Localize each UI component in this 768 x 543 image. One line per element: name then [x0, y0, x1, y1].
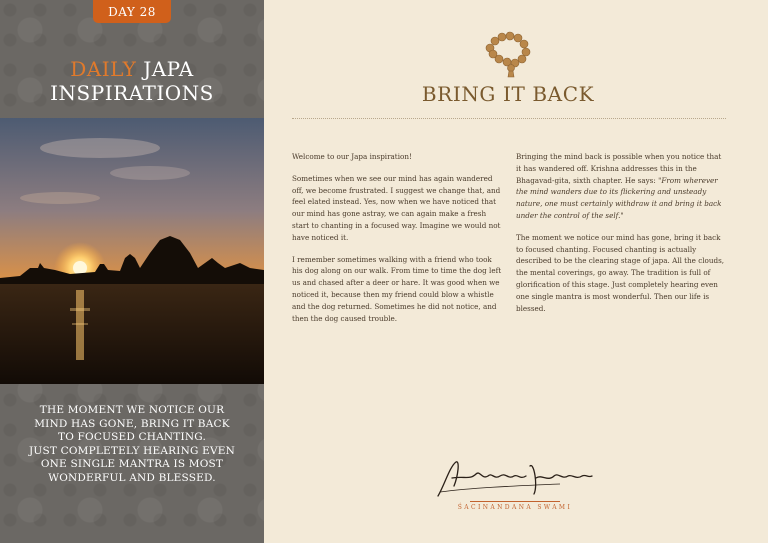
gita-quote: "From wherever the mind wanders due to its flickering and unsteady nature, one must certainly withdraw it and bring it back under the control of the self." [516, 175, 722, 220]
paragraph: The moment we notice our mind has gone, bring it back to focused chanting. Focused chanting is actually described to be the clearing stage of japa. All the clouds, the mental coverings, go away. The tradition is full of glorification of this stage. Just completely hearing even one single mantra is most wonderful. Then our life is blessed. [516, 232, 725, 313]
paragraph: Sometimes when we see our mind has again wandered off, we become frustrated. I suggest we change that, and feel elated instead. Yes, now when we have noticed that our mind has gone astray, we can again make a fresh start to chanting in a focused way. Imagine we would not have noticed it. [292, 173, 501, 242]
signature-rule [470, 501, 560, 502]
page-title: BRING IT BACK [421, 82, 595, 106]
sidebar [0, 0, 264, 543]
paragraph: I remember sometimes walking with a friend who took his dog along on our walk. From time to time the dog left us and chased after a deer or hare. It was good when we noticed it, because then my friend could blow a whistle and the dog returned. Sometimes he did not notice, and then the dog caused trouble. [292, 254, 502, 323]
sunset-temple-photo [0, 118, 264, 384]
quote-line: JUST COMPLETELY HEARING EVEN [29, 444, 235, 457]
quote-line: THE MOMENT WE NOTICE OUR [39, 404, 225, 416]
day-badge: DAY 28 [93, 0, 171, 23]
series-title-rest: JAPA [136, 57, 194, 81]
japa-beads-icon [478, 28, 538, 78]
article-column-2 [516, 151, 726, 324]
handwritten-signature [430, 456, 598, 504]
paragraph-text: Bringing the mind back is possible when you notice that it has wandered off. Krishna addresses this in the Bhagavad-gita, sixth chapter. He says: [516, 152, 722, 185]
quote-line: WONDERFUL AND BLESSED. [48, 471, 216, 484]
pull-quote [22, 404, 242, 486]
quote-line: MIND HAS GONE, BRING IT BACK [34, 417, 230, 430]
article-column-1 [292, 151, 502, 334]
paragraph: Welcome to our Japa inspiration! [292, 152, 412, 161]
series-title-accent: DAILY [70, 57, 137, 81]
series-title-line2: INSPIRATIONS [50, 81, 214, 105]
series-title [0, 57, 264, 105]
dotted-divider [292, 118, 726, 119]
quote-line: ONE SINGLE MANTRA IS MOST [40, 458, 224, 471]
quote-line: TO FOCUSED CHANTING. [58, 431, 206, 444]
author-name: ŚACINANDANA SWAMI [457, 504, 573, 511]
paragraph [516, 151, 726, 222]
